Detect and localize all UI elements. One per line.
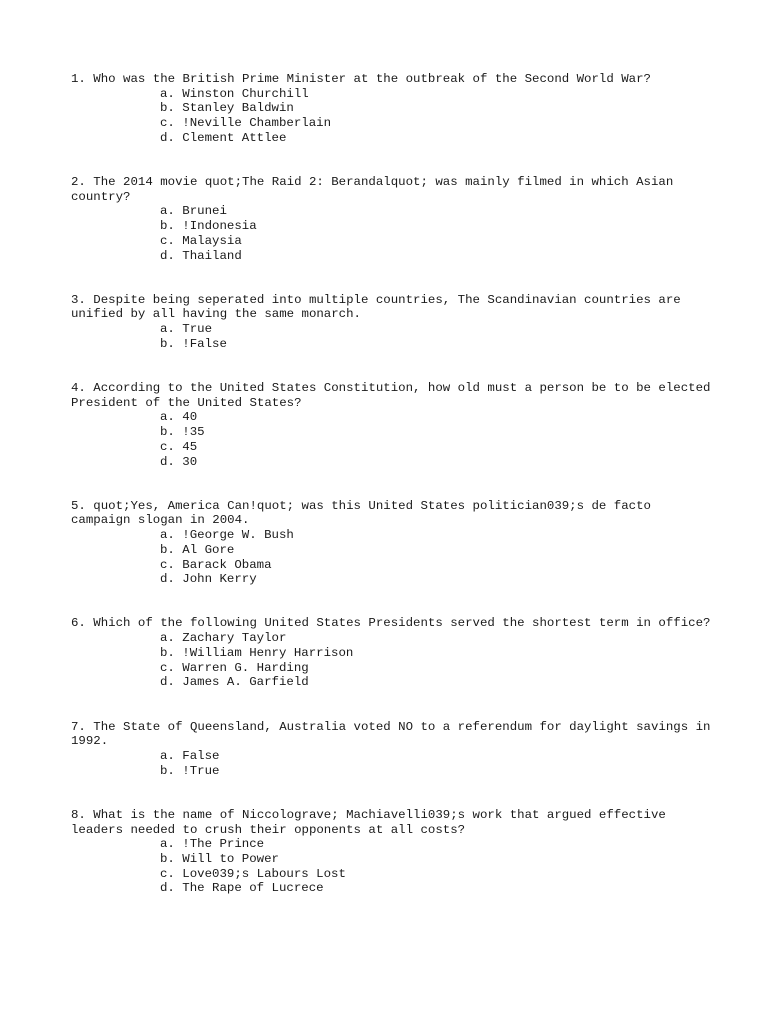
answer-options (71, 322, 711, 351)
answer-option: b. !Indonesia (160, 219, 257, 234)
question-2 (71, 175, 711, 263)
answer-option: d. Thailand (160, 248, 242, 263)
answer-option: c. Warren G. Harding (160, 660, 309, 675)
answer-option: b. !35 (160, 425, 205, 440)
question-4 (71, 381, 718, 469)
question-text: 8. What is the name of Niccolograve; Machiavelli039;s work that argued effective leaders needed to crush their opponents at all costs? (71, 807, 674, 837)
question-text: 3. Despite being seperated into multiple countries, The Scandinavian countries are unified by all having the same monarch. (71, 292, 689, 322)
answer-option: c. Barack Obama (160, 557, 272, 572)
question-text: 6. Which of the following United States Presidents served the shortest term in office? (71, 616, 711, 631)
answer-option: a. False (160, 748, 220, 763)
answer-option: b. !William Henry Harrison (160, 645, 354, 660)
answer-option: d. John Kerry (160, 572, 257, 587)
answer-option: a. 40 (160, 410, 198, 425)
answer-options (71, 87, 711, 146)
question-1 (71, 72, 711, 146)
answer-option: a. True (160, 322, 213, 337)
question-text: 2. The 2014 movie quot;The Raid 2: Berandalquot; was mainly filmed in which Asian country? (71, 175, 681, 204)
question-text: 4. According to the United States Constitution, how old must a person be to be elected President of the United States? (71, 381, 718, 410)
answer-option: d. The Rape of Lucrece (160, 881, 324, 896)
answer-options (71, 631, 711, 690)
answer-option: b. !False (160, 336, 227, 351)
answer-options (71, 837, 711, 896)
quiz-document (71, 72, 718, 926)
answer-option: c. Love039;s Labours Lost (160, 866, 346, 881)
answer-option: c. 45 (160, 439, 198, 454)
question-3 (71, 293, 711, 352)
answer-option: a. Brunei (160, 204, 227, 219)
answer-option: a. Winston Churchill (160, 86, 309, 101)
answer-options (71, 749, 711, 778)
answer-option: c. !Neville Chamberlain (160, 116, 332, 131)
answer-option: d. Clement Attlee (160, 130, 287, 145)
question-text: 7. The State of Queensland, Australia voted NO to a referendum for daylight savings in 1992. (71, 719, 718, 749)
question-7 (71, 719, 718, 779)
answer-option: d. 30 (160, 454, 198, 469)
question-text: 1. Who was the British Prime Minister at the outbreak of the Second World War? (71, 72, 651, 86)
answer-option: d. James A. Garfield (160, 675, 309, 690)
answer-option: a. !The Prince (160, 837, 265, 852)
question-text: 5. quot;Yes, America Can!quot; was this United States politician039;s de facto campaign slogan in 2004. (71, 498, 659, 528)
answer-options (71, 410, 711, 469)
answer-option: b. !True (160, 763, 220, 778)
question-5 (71, 499, 711, 587)
answer-option: b. Stanley Baldwin (160, 101, 294, 116)
answer-option: b. Will to Power (160, 851, 279, 866)
answer-option: a. Zachary Taylor (160, 631, 287, 646)
answer-option: a. !George W. Bush (160, 528, 294, 543)
answer-option: c. Malaysia (160, 233, 242, 248)
question-8 (71, 808, 711, 896)
answer-options (71, 204, 711, 263)
question-6 (71, 616, 711, 690)
answer-options (71, 528, 711, 587)
answer-option: b. Al Gore (160, 542, 235, 557)
